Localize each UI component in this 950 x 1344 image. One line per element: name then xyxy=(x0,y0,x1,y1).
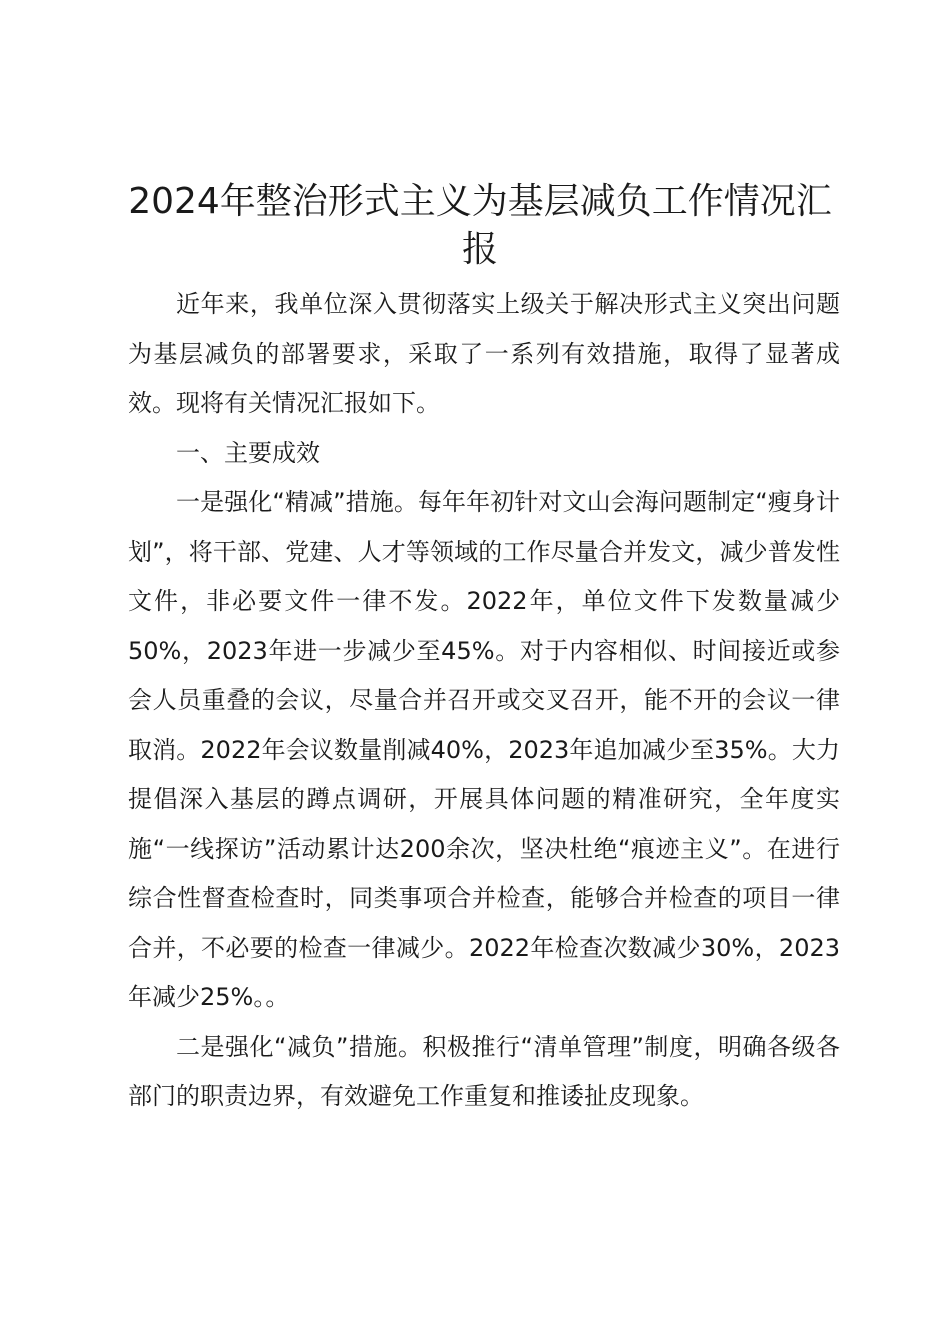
paragraph-intro: 近年来，我单位深入贯彻落实上级关于解决形式主义突出问题为基层减负的部署要求，采取了一系列有效措施，取得了显著成效。现将有关情况汇报如下。 xyxy=(128,290,840,417)
paragraph-burden-reduction-measures: 二是强化“减负”措施。积极推行“清单管理”制度，明确各级各部门的职责边界，有效避免工作重复和推诿扯皮现象。 xyxy=(128,1032,840,1110)
paragraph-streamline-measures: 一是强化“精减”措施。每年年初针对文山会海问题制定“瘦身计划”，将干部、党建、人才等领域的工作尽量合并发文，减少普发性文件，非必要文件一律不发。2022年，单位文件下发数量减少50%，2023年进一步减少至45%。对于内容相似、时间接近或参会人员重叠的会议，尽量合并召开或交叉召开，能不开的会议一律取消。2022年会议数量削减40%，2023年追加减少至35%。大力提倡深入基层的蹲点调研，开展具体问题的精准研究，全年度实施“一线探访”活动累计达200余次，坚决杜绝“痕迹主义”。在进行综合性督查检查时，同类事项合并检查，能够合并检查的项目一律合并，不必要的检查一律减少。2022年检查次数减少30%，2023年减少25%。。 xyxy=(128,488,840,1011)
document-title: 2024年整治形式主义为基层减负工作情况汇报 xyxy=(128,181,832,270)
section-heading-main-results: 一、主要成效 xyxy=(176,438,320,467)
document-body xyxy=(128,280,840,1122)
